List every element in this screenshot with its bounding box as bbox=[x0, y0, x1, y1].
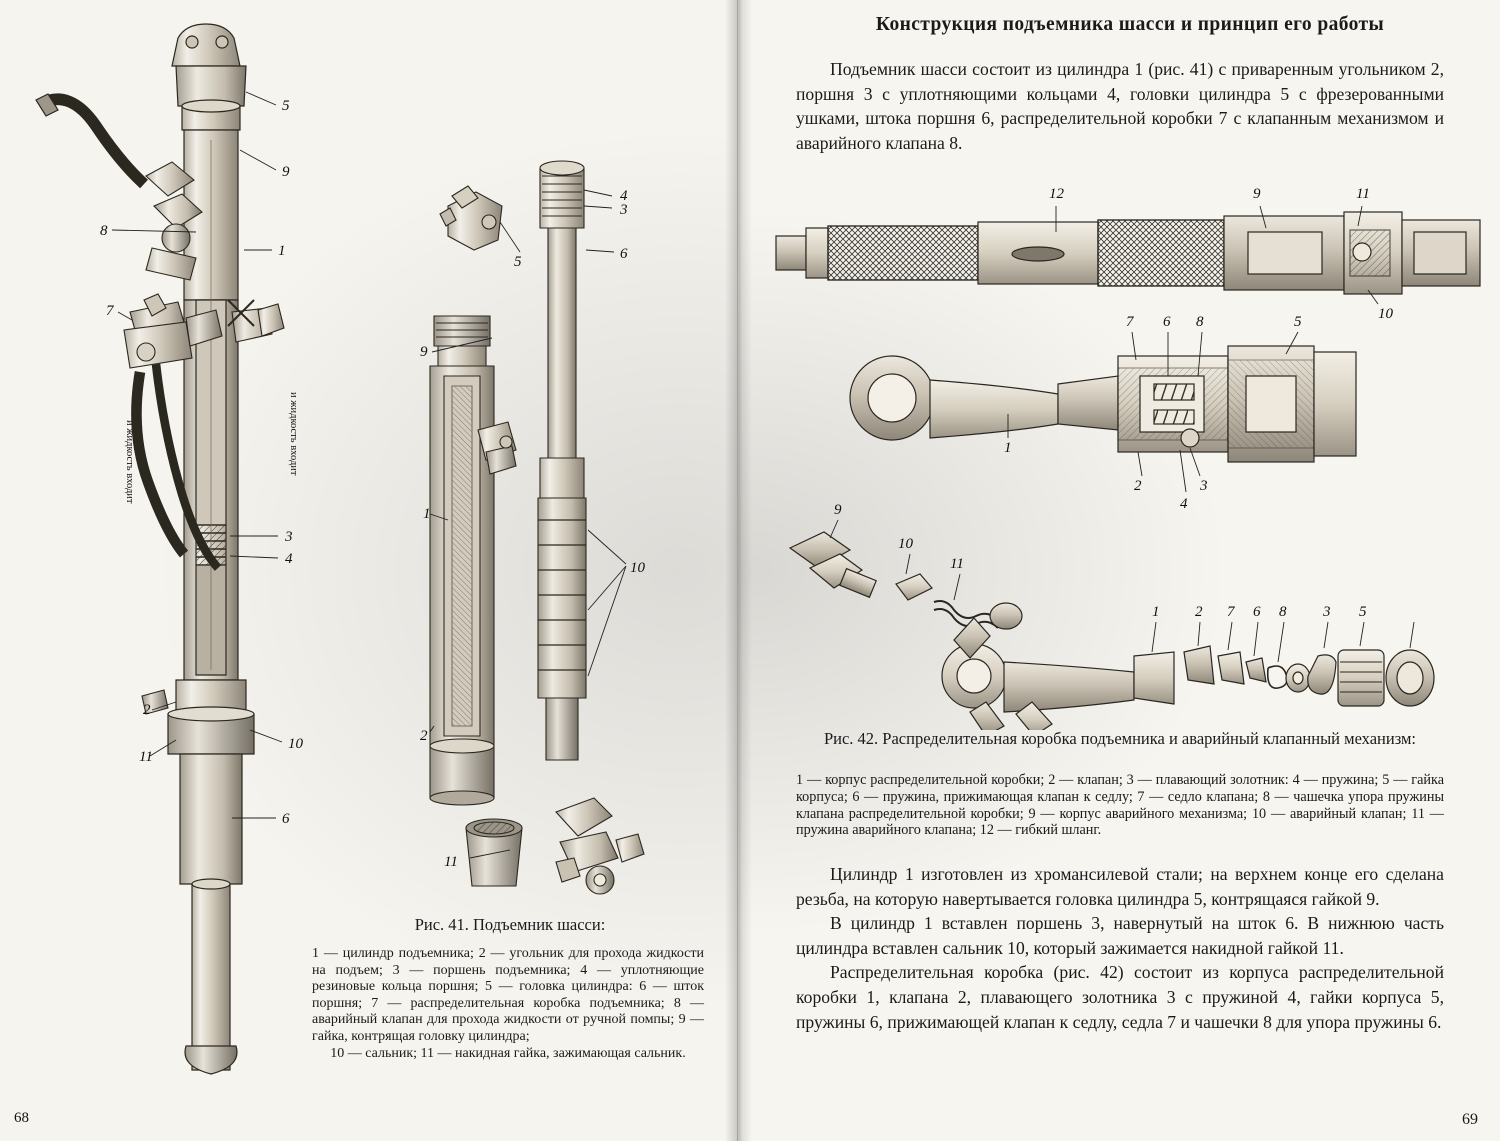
paragraph-2 bbox=[796, 862, 1444, 1034]
svg-text:5: 5 bbox=[1294, 314, 1302, 330]
svg-text:8: 8 bbox=[100, 223, 108, 239]
svg-text:6: 6 bbox=[1253, 604, 1261, 620]
paragraph-1 bbox=[796, 57, 1444, 155]
svg-text:5: 5 bbox=[1359, 604, 1367, 620]
svg-text:1: 1 bbox=[1004, 440, 1012, 456]
svg-text:6: 6 bbox=[1163, 314, 1171, 330]
svg-text:5: 5 bbox=[282, 98, 290, 114]
svg-text:6: 6 bbox=[620, 246, 628, 262]
svg-text:9: 9 bbox=[1253, 186, 1261, 202]
svg-text:и жидкость входит: и жидкость входит bbox=[124, 420, 135, 504]
page-title: Конструкция подъемника шасси и принцип его работы bbox=[875, 14, 1385, 35]
svg-text:4: 4 bbox=[620, 188, 628, 204]
svg-text:9: 9 bbox=[834, 502, 842, 518]
paragraph-2-line-3: Распределительная коробка (рис. 42) состоит из корпуса распределительной коробки 1, клапана 2, плавающего золотника 3 с пружиной 4, гайки корпуса 5, пружины 6, прижимающей клапан к седлу, седла 7 и чашечки 8 для упора пружины 6. bbox=[796, 962, 1444, 1032]
svg-text:3: 3 bbox=[1323, 604, 1331, 620]
figure-42-legend: 1 — корпус распределительной коробки; 2 — клапан; 3 — плавающий золотник: 4 — пружина; 5 — гайка корпуса; 6 — пружина, прижимающая клапан к седлу; 7 — седло клапана; 8 — чашечка упора пружины клапана распределительной коробки; 9 — корпус аварийного механизма; 10 — аварийный клапан; 11 — пружина аварийного клапана; 12 — гибкий шланг. bbox=[796, 772, 1444, 839]
svg-text:1: 1 bbox=[278, 243, 286, 259]
svg-text:3: 3 bbox=[285, 529, 293, 545]
svg-text:11: 11 bbox=[444, 854, 458, 870]
svg-text:11: 11 bbox=[950, 556, 964, 572]
svg-text:2: 2 bbox=[1134, 478, 1142, 494]
svg-text:4: 4 bbox=[285, 551, 293, 567]
svg-text:1: 1 bbox=[1152, 604, 1160, 620]
svg-text:10: 10 bbox=[630, 560, 645, 576]
svg-text:3: 3 bbox=[1200, 478, 1208, 494]
right-page bbox=[738, 0, 1500, 1141]
svg-text:12: 12 bbox=[1049, 186, 1064, 202]
svg-text:2: 2 bbox=[143, 702, 151, 718]
svg-text:10: 10 bbox=[898, 536, 913, 552]
svg-text:11: 11 bbox=[139, 749, 153, 765]
svg-text:2: 2 bbox=[1195, 604, 1203, 620]
page-number-right: 69 bbox=[1462, 1111, 1478, 1128]
paragraph-2-line-2: В цилиндр 1 вставлен поршень 3, навернутый на шток 6. В нижнюю часть цилиндра вставлен сальник 10, который зажимается накидной гайкой 11. bbox=[796, 913, 1444, 958]
svg-text:10: 10 bbox=[288, 736, 303, 752]
figure-41-legend-text: 1 — цилиндр подъемника; 2 — угольник для прохода жидкости на подъем; 3 — поршень подъемника; 4 — уплотняющие резиновые кольца поршня; 5 — головка цилиндра: 6 — шток поршня; 7 — распределительная коробка подъемника; 8 — аварийный клапан для прохода жидкости от ручной помпы; 9 — гайка, контрящая головку цилиндра; bbox=[312, 946, 704, 1044]
svg-text:7: 7 bbox=[1126, 314, 1134, 330]
svg-text:1: 1 bbox=[423, 506, 431, 522]
figure-41-legend-last: 10 — сальник; 11 — накидная гайка, зажимающая сальник. bbox=[330, 1045, 686, 1061]
svg-text:7: 7 bbox=[1227, 604, 1235, 620]
svg-text:6: 6 bbox=[282, 811, 290, 827]
figure-42-caption: Рис. 42. Распределительная коробка подъемника и аварийный клапанный механизм: bbox=[823, 729, 1417, 748]
svg-text:7: 7 bbox=[106, 303, 114, 319]
paragraph-2-line-1: Цилиндр 1 изготовлен из хромансилевой стали; на верхнем конце его сделана резьба, на которую навертывается головка цилиндра 5, контрящаяся гайкой 9. bbox=[796, 864, 1444, 909]
left-page bbox=[0, 0, 738, 1141]
figure-41-caption: Рис. 41. Подъемник шасси: bbox=[414, 915, 606, 934]
figure-42-illustration bbox=[738, 170, 1500, 730]
svg-text:3: 3 bbox=[620, 202, 628, 218]
svg-text:и жидкость входит: и жидкость входит bbox=[288, 392, 299, 476]
figure-41-legend bbox=[312, 946, 704, 1062]
svg-text:9: 9 bbox=[282, 164, 290, 180]
svg-text:8: 8 bbox=[1196, 314, 1204, 330]
svg-text:10: 10 bbox=[1378, 306, 1393, 322]
svg-text:9: 9 bbox=[420, 344, 428, 360]
svg-text:8: 8 bbox=[1279, 604, 1287, 620]
svg-text:4: 4 bbox=[1180, 496, 1188, 512]
svg-text:5: 5 bbox=[514, 254, 522, 270]
paragraph-1-text: Подъемник шасси состоит из цилиндра 1 (рис. 41) с приваренным угольником 2, поршня 3 с уплотняющими кольцами 4, головки цилиндра 5 с фрезерованными ушками, штока поршня 6, распределительной коробки 7 с клапанным механизмом и аварийного клапана 8. bbox=[796, 59, 1444, 153]
svg-text:68: 68 bbox=[14, 1110, 29, 1126]
svg-text:11: 11 bbox=[1356, 186, 1370, 202]
svg-text:2: 2 bbox=[420, 728, 428, 744]
